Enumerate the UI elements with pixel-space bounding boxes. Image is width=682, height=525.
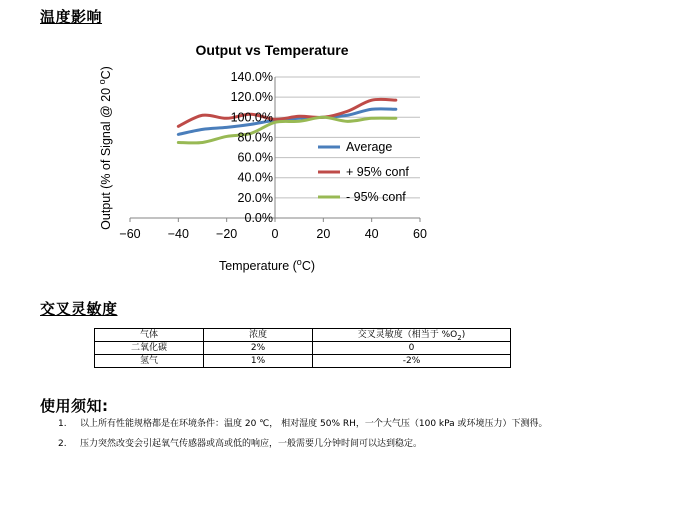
table-cell: 0 <box>313 342 511 355</box>
table-row <box>95 342 511 355</box>
cross-sensitivity-table <box>94 328 511 368</box>
x-tick-label: 0 <box>271 227 279 241</box>
note-number: 2. <box>58 439 67 449</box>
header-gas: 气体 <box>95 329 204 342</box>
y-tick-label: 20.0% <box>237 190 273 205</box>
series-lines <box>178 99 396 143</box>
note-text: 压力突然改变会引起氧气传感器或高或低的响应，一般需要几分钟时间可以达到稳定。 <box>80 439 423 449</box>
table-cell: 氢气 <box>95 355 204 368</box>
x-tick-label: 20 <box>316 227 331 241</box>
y-tick-label: 40.0% <box>237 170 273 185</box>
legend-label: - 95% conf <box>346 190 406 204</box>
header-concentration: 浓度 <box>204 329 313 342</box>
header-cross-sensitivity: 交叉灵敏度（相当于 $\%O_2$) <box>313 329 511 342</box>
usage-notes-heading: 使用须知: <box>40 397 109 415</box>
output-vs-temperature-chart <box>90 34 450 284</box>
table-cell: 2% <box>204 342 313 355</box>
note-number: 1. <box>58 419 67 429</box>
x-tick-label: 60 <box>413 227 427 241</box>
list-item <box>58 414 560 434</box>
tick-labels <box>119 70 427 241</box>
y-tick-label: 80.0% <box>237 130 273 145</box>
x-axis-title: Temperature ($^o$C) <box>218 257 316 273</box>
table-cell: -2% <box>313 355 511 368</box>
x-tick-label: 40 <box>364 227 379 241</box>
x-tick-label: −40 <box>167 227 189 241</box>
y-tick-label: 140.0% <box>230 70 273 84</box>
table-cell: 二氧化碳 <box>95 342 204 355</box>
chart-title: Output vs Temperature <box>195 42 349 58</box>
table-header-row <box>95 329 511 342</box>
legend <box>318 140 409 204</box>
y-tick-label: 120.0% <box>230 90 273 105</box>
gridlines <box>275 77 420 198</box>
x-tick-label: −20 <box>216 227 238 241</box>
cross-sensitivity-heading: 交叉灵敏度 <box>40 300 118 318</box>
usage-notes-list <box>58 414 560 454</box>
legend-label: + 95% conf <box>346 165 409 179</box>
table-row <box>95 355 511 368</box>
legend-label: Average <box>346 140 393 154</box>
list-item <box>58 434 560 454</box>
temperature-heading: 温度影响 <box>40 8 103 26</box>
note-text: 以上所有性能规格都是在环境条件：温度 20 ℃， 相对湿度 50% RH，一个大气压（100 kPa 或环境压力）下测得。 <box>80 419 548 429</box>
table-cell: 1% <box>204 355 313 368</box>
y-axis-title: Output (% of Signal @ 20 $^o$C) <box>97 66 113 230</box>
y-tick-label: 60.0% <box>237 150 273 165</box>
y-tick-label: 100.0% <box>230 110 273 125</box>
x-tick-label: −60 <box>119 227 141 241</box>
y-tick-label: 0.0% <box>244 211 273 225</box>
